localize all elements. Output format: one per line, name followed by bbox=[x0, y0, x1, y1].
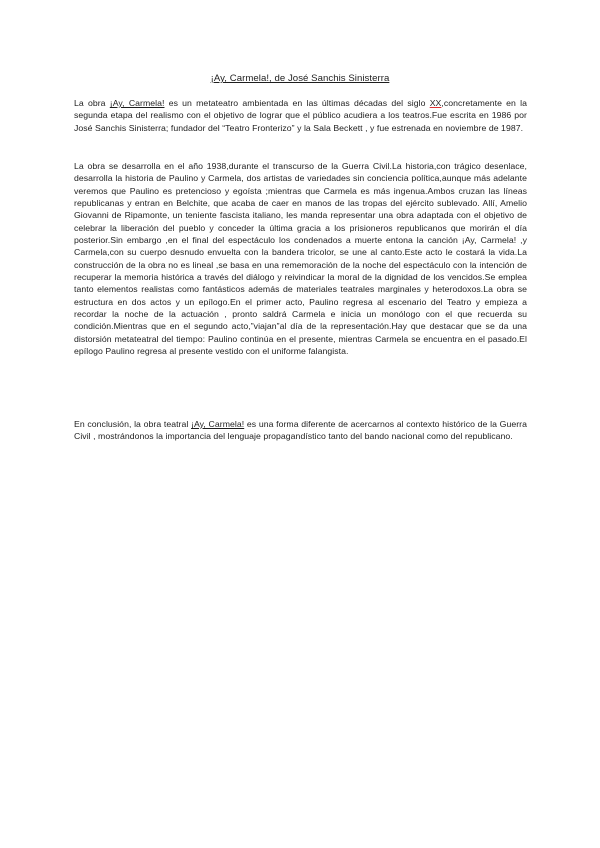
conclusion-text-end: es una forma diferente de acercarnos al contexto histórico de la Guerra Civil , mostrándonos la importancia del lenguaje propagandístico tanto del bando nacional como del republicano. bbox=[74, 419, 527, 442]
conclusion-play-title: ¡Ay, Carmela! bbox=[191, 419, 245, 429]
intro-text-end: ,concretamente en la segunda etapa del realismo con el objetivo de lograr que el público acudiera a los teatros.Fue escrita en 1986 por José Sanchis Sinisterra; fundador del “Teatro Fronterizo” y la Sala Beckett , y fue estrenada en noviembre de 1987. bbox=[74, 98, 528, 133]
paragraph-conclusion bbox=[74, 418, 527, 443]
conclusion-text-start: En conclusión, la obra teatral bbox=[74, 419, 192, 429]
paragraph-introduction bbox=[74, 97, 527, 134]
document-title: ¡Ay, Carmela!, de José Sanchis Sinisterra bbox=[210, 73, 390, 84]
play-title-link: ¡Ay, Carmela! bbox=[109, 98, 165, 108]
intro-text-start: La obra bbox=[74, 98, 110, 108]
century-text: XX bbox=[429, 98, 442, 108]
intro-text-middle: es un metateatro ambientada en las últimas décadas del siglo bbox=[164, 98, 430, 108]
paragraph-plot: La obra se desarrolla en el año 1938,durante el transcurso de la Guerra Civil.La historia,con trágico desenlace, desarrolla la historia de Paulino y Carmela, dos artistas de variedades sin conciencia política,aunque más adelante veremos que Paulino es pretencioso y egoísta ;mientras que Carmela es más ingenua.Ambos cruzan las líneas republicanas y entran en Belchite, que acaba de caer en manos de las tropas del ejército sublevado. Allí, Amelio Giovanni de Ripamonte, un teniente fascista italiano, les manda representar una obra adaptada con el objetivo de celebrar la liberación del pueblo y conceder la última gracia a los prisioneros republicanos que morirán el día posterior.Sin embargo ,en el final del espectáculo los condenados a muerte entona la canción ¡Ay, Carmela! ,y Carmela,con su cuerpo desnudo envuelta con la bandera tricolor, se une al canto.Este acto le costará la vida.La construcción de la obra no es lineal ,se basa en una rememoración de la noche del espectáculo con la intención de recuperar la memoria histórica a través del diálogo y reivindicar la moral de la dignidad de los vencidos.Se emplea tanto elementos realistas como fantásticos además de materiales teatrales marginales y heterodoxos.La obra se estructura en dos actos y un epílogo.En el primer acto, Paulino regresa al escenario del Teatro y empieza a recordar la noche de la actuación , pronto saldrá Carmela e inicia un monólogo con el que recuerda su condición.Mientras que en el segundo acto,”viajan”al día de la representación.Hay que destacar que se da una distorsión metateatral del tiempo: Paulino continúa en el presente, mientras Carmela se encuentra en el pasado.El epílogo Paulino regresa al presente vestido con el uniforme falangista. bbox=[74, 161, 527, 357]
